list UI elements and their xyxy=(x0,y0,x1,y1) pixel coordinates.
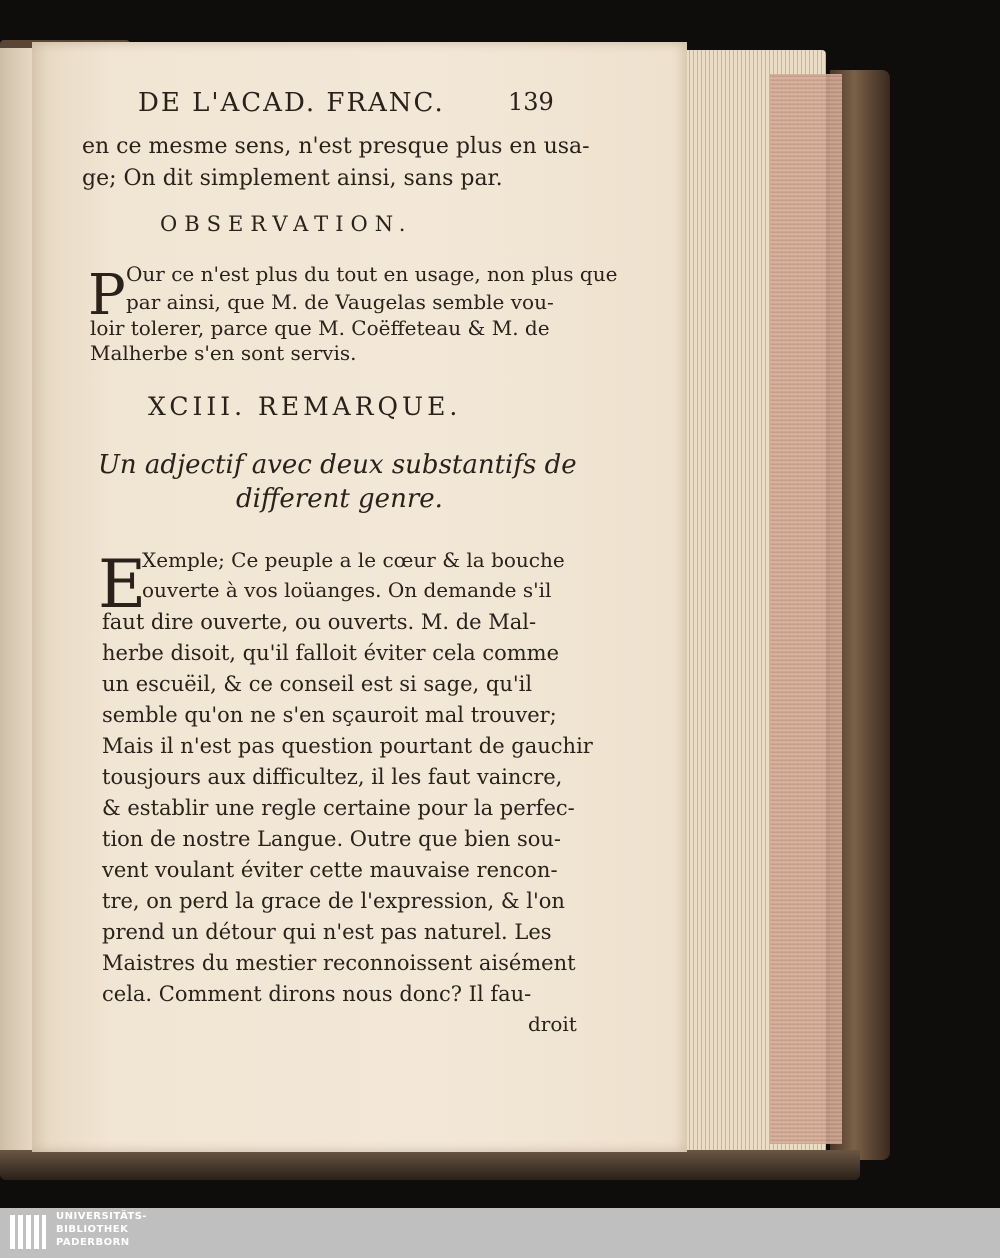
text-line: tousjours aux difficultez, il les faut vaincre, xyxy=(102,765,563,789)
text-line: Maistres du mestier reconnoissent aisément xyxy=(102,951,576,975)
text-line: vent voulant éviter cette mauvaise rencon- xyxy=(102,858,558,882)
text-line: loir tolerer, parce que M. Coëffeteau & M. de xyxy=(90,316,550,340)
drop-cap: E xyxy=(98,546,147,623)
fore-edge xyxy=(770,74,842,1144)
text-line: & establir une regle certaine pour la perfec- xyxy=(102,796,575,820)
text-line: tre, on perd la grace de l'expression, & l'on xyxy=(102,889,565,913)
remarque-heading: different genre. xyxy=(236,484,443,514)
text-line: un escuëil, & ce conseil est si sage, qu'il xyxy=(102,672,533,696)
footer-line: UNIVERSITÄTS- xyxy=(56,1211,148,1222)
text-line: Our ce n'est plus du tout en usage, non plus que xyxy=(126,262,618,286)
remarque-heading: Un adjectif avec deux substantifs de xyxy=(98,450,577,480)
footer-line: PADERBORN xyxy=(56,1237,130,1248)
page-number: 139 xyxy=(508,88,554,116)
catchword: droit xyxy=(528,1012,577,1036)
running-head: DE L'ACAD. FRANC. xyxy=(138,88,445,118)
text-line: herbe disoit, qu'il falloit éviter cela comme xyxy=(102,641,560,665)
drop-cap: P xyxy=(88,263,126,328)
text-line: faut dire ouverte, ou ouverts. M. de Mal- xyxy=(102,610,537,634)
text-line: tion de nostre Langue. Outre que bien sou- xyxy=(102,827,562,851)
text-line: par ainsi, que M. de Vaugelas semble vou- xyxy=(126,290,554,314)
text-line: prend un détour qui n'est pas naturel. Les xyxy=(102,920,552,944)
observation-title: OBSERVATION. xyxy=(160,212,413,236)
book-bottom-edge xyxy=(0,1150,860,1180)
text-line: Malherbe s'en sont servis. xyxy=(90,341,357,365)
text-line: Xemple; Ce peuple a le cœur & la bouche xyxy=(142,548,565,572)
text-line: cela. Comment dirons nous donc? Il fau- xyxy=(102,982,532,1006)
text-line: ouverte à vos loüanges. On demande s'il xyxy=(142,578,552,602)
text-line: Mais il n'est pas question pourtant de gauchir xyxy=(102,734,593,758)
text-line: en ce mesme sens, n'est presque plus en usa- xyxy=(82,134,590,159)
university-library-logo xyxy=(8,1211,48,1253)
footer-line: BIBLIOTHEK xyxy=(56,1224,129,1235)
footer-bar xyxy=(0,1208,1000,1258)
text-line: ge; On dit simplement ainsi, sans par. xyxy=(82,166,503,191)
text-line: semble qu'on ne s'en sçauroit mal trouver; xyxy=(102,703,557,727)
remarque-title: XCIII. REMARQUE. xyxy=(148,392,462,421)
